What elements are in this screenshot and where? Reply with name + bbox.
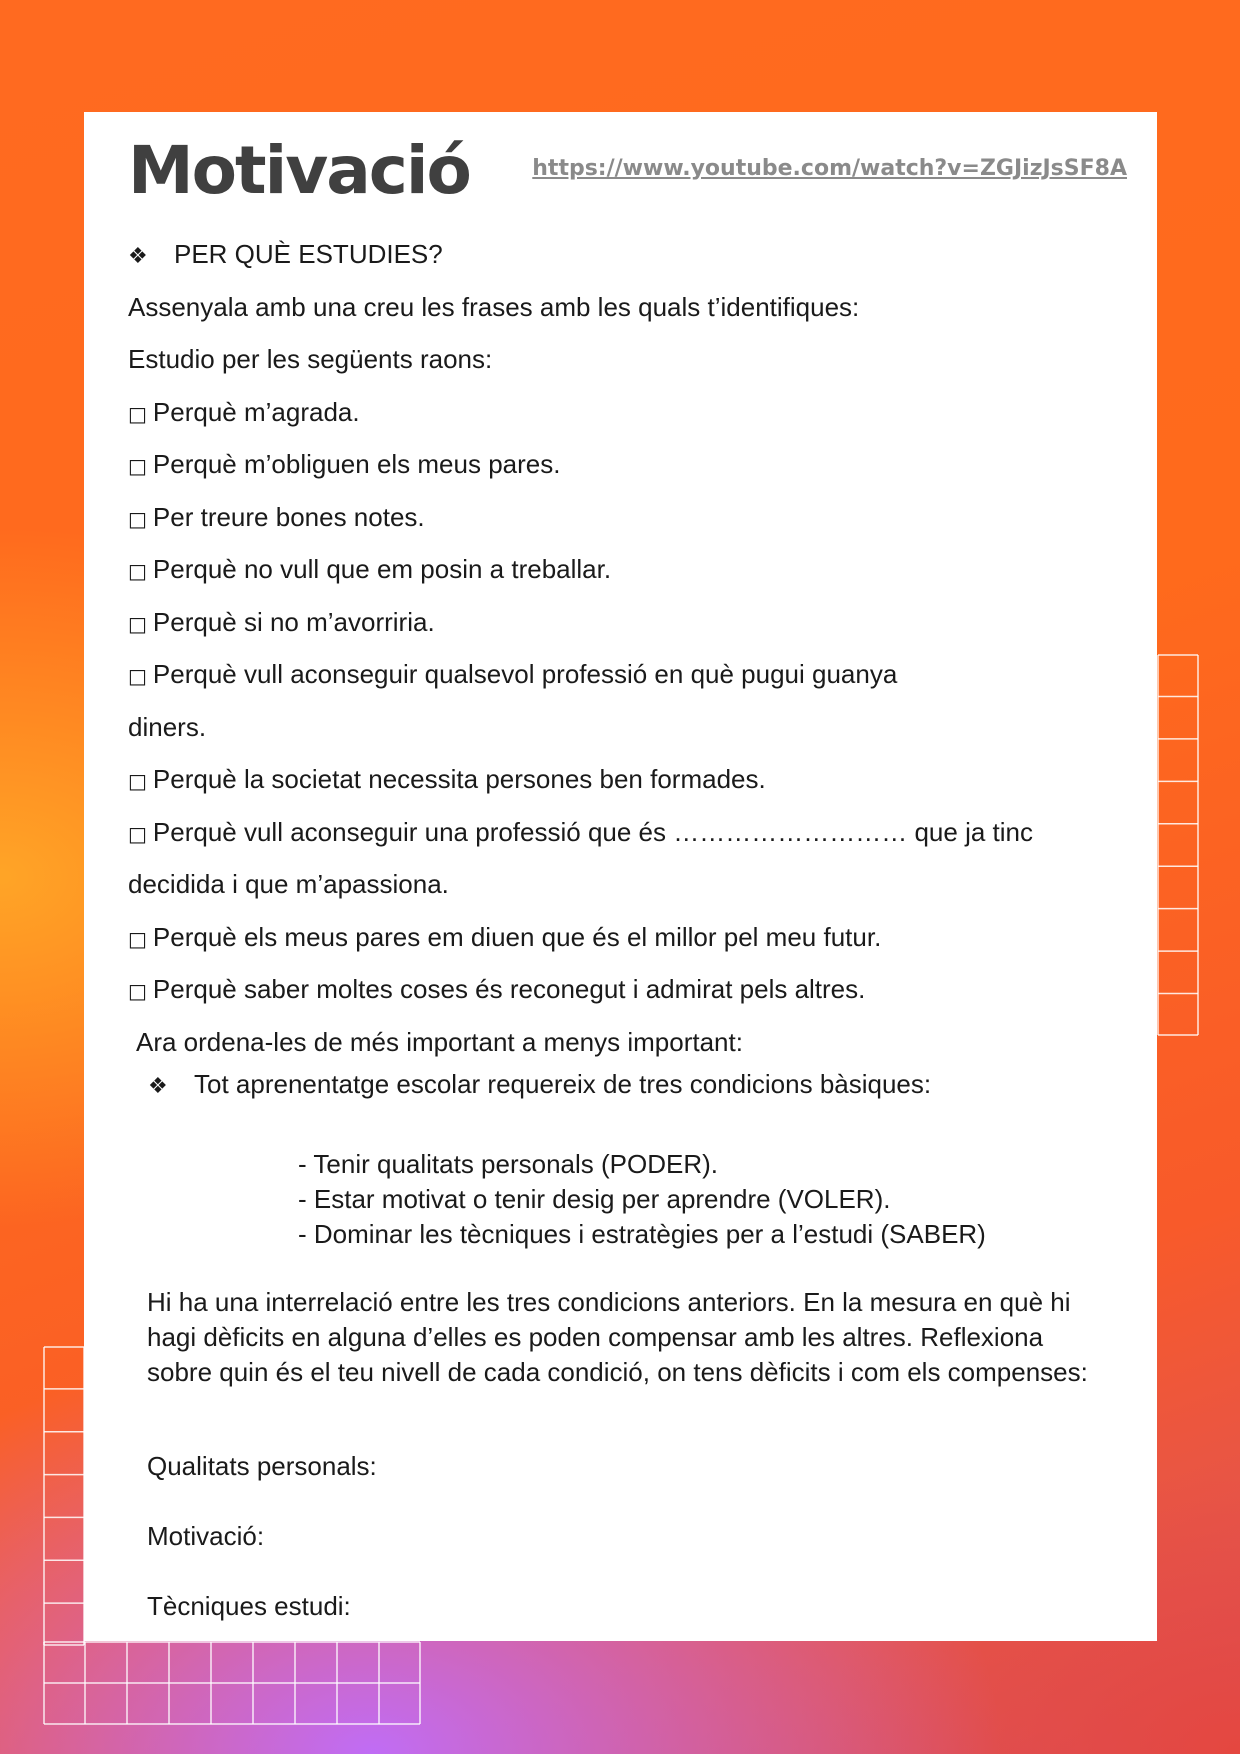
decor-grid-bottom bbox=[43, 1641, 421, 1725]
diamond-bullet-icon: ❖ bbox=[128, 244, 148, 269]
reason-text: Perquè vull aconseguir qualsevol professió en què pugui guanya bbox=[152, 659, 898, 689]
conditions-heading: ❖ Tot aprenentatge escolar requereix de tres condicions bàsiques: bbox=[148, 1069, 932, 1099]
section-why-study bbox=[128, 228, 1128, 1068]
checkbox-icon[interactable]: □ bbox=[128, 821, 147, 846]
reason-checkbox-item[interactable] bbox=[128, 386, 1128, 439]
checkbox-icon[interactable]: □ bbox=[128, 506, 147, 531]
reason-checkbox-item[interactable] bbox=[128, 596, 1128, 649]
diamond-bullet-icon: ❖ bbox=[148, 1074, 168, 1099]
reason-checkbox-item[interactable] bbox=[128, 648, 1128, 701]
checkbox-icon[interactable]: □ bbox=[128, 664, 147, 688]
reason-list bbox=[128, 386, 1128, 1016]
reason-checkbox-item[interactable] bbox=[128, 806, 1128, 859]
reason-text: Perquè m’agrada. bbox=[152, 396, 360, 427]
page-title: Motivació bbox=[128, 132, 470, 209]
instruction-text: Assenyala amb una creu les frases amb les quals t’identifiques: bbox=[128, 291, 860, 322]
section-heading: ❖ PER QUÈ ESTUDIES? bbox=[128, 228, 1128, 281]
reason-text: Perquè vull aconseguir una professió que és ……………………… que ja tinc bbox=[152, 816, 1033, 847]
reason-text: Perquè si no m’avorriria. bbox=[152, 606, 435, 637]
checkbox-icon[interactable]: □ bbox=[128, 454, 147, 478]
reason-text: Perquè saber moltes coses és reconegut i admirat pels altres. bbox=[152, 974, 866, 1004]
reason-text: Per treure bones notes. bbox=[152, 501, 425, 532]
label-motivation: Motivació: bbox=[147, 1521, 265, 1551]
reason-checkbox-item[interactable] bbox=[128, 491, 1128, 544]
checkbox-icon[interactable]: □ bbox=[128, 611, 147, 636]
condition-item: - Dominar les tècniques i estratègies per a l’estudi (SABER) bbox=[298, 1219, 986, 1249]
order-instruction: Ara ordena-les de més important a menys important: bbox=[136, 1026, 743, 1057]
conditions-list bbox=[298, 1147, 986, 1252]
checkbox-icon[interactable]: □ bbox=[128, 979, 147, 1003]
reason-checkbox-item[interactable] bbox=[128, 753, 1128, 806]
reason-text: decidida i que m’apassiona. bbox=[128, 869, 449, 899]
reason-text: Perquè m’obliguen els meus pares. bbox=[152, 449, 561, 479]
reason-text: diners. bbox=[128, 711, 207, 742]
condition-item: - Estar motivat o tenir desig per aprendre (VOLER). bbox=[298, 1184, 891, 1214]
label-personal-qualities: Qualitats personals: bbox=[147, 1451, 377, 1481]
reason-continuation bbox=[128, 858, 1128, 911]
reason-checkbox-item[interactable] bbox=[128, 543, 1128, 596]
checkbox-icon[interactable]: □ bbox=[128, 926, 147, 951]
reason-checkbox-item[interactable] bbox=[128, 963, 1128, 1016]
reason-continuation bbox=[128, 701, 1128, 754]
intro-text: Estudio per les següents raons: bbox=[128, 344, 493, 374]
reason-checkbox-item[interactable] bbox=[128, 438, 1128, 491]
reason-text: Perquè no vull que em posin a treballar. bbox=[152, 554, 612, 584]
reflection-paragraph: Hi ha una interrelació entre les tres condicions anteriors. En la mesura en què hi hagi dèficits en alguna d’elles es poden compensar amb les altres. Reflexiona sobre quin és el teu nivell de cada condició, on tens dèficits i com els compenses: bbox=[147, 1287, 1088, 1387]
checkbox-icon[interactable]: □ bbox=[128, 559, 147, 583]
decor-grid-right bbox=[1157, 654, 1199, 1036]
condition-item: - Tenir qualitats personals (PODER). bbox=[298, 1149, 719, 1179]
checkbox-icon[interactable]: □ bbox=[128, 769, 147, 793]
reason-text: Perquè els meus pares em diuen que és el millor pel meu futur. bbox=[152, 921, 882, 952]
label-study-techniques: Tècniques estudi: bbox=[147, 1591, 351, 1621]
decor-grid-left bbox=[43, 1346, 85, 1646]
reason-text: Perquè la societat necessita persones ben formades. bbox=[152, 764, 766, 794]
reason-checkbox-item[interactable] bbox=[128, 911, 1128, 964]
worksheet-card bbox=[84, 112, 1157, 1641]
youtube-link[interactable]: https://www.youtube.com/watch?v=ZGJizJsSF8A bbox=[532, 156, 1127, 181]
checkbox-icon[interactable]: □ bbox=[128, 401, 147, 426]
